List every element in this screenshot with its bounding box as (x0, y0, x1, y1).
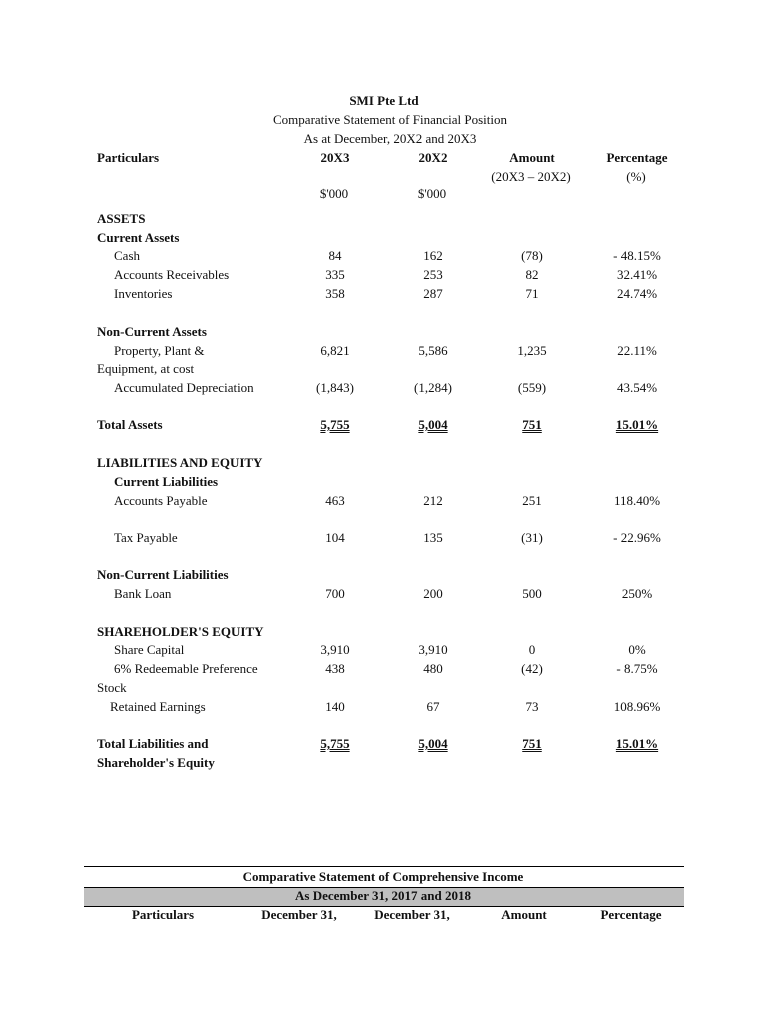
cell-20x2: 5,004 (418, 417, 448, 432)
subsection-current-assets: Current Assets (97, 230, 180, 245)
cell-20x2: 5,004 (418, 736, 448, 751)
subsection-noncurrent-liabilities: Non-Current Liabilities (97, 567, 229, 582)
cell-20x2: 162 (423, 248, 443, 263)
cell-percentage: 24.74% (616, 286, 658, 301)
cell-amount: (42) (521, 661, 543, 676)
ci-header-col1: December 31, (261, 907, 337, 922)
cell-amount: (31) (521, 530, 543, 545)
subsection-current-liabilities: Current Liabilities (114, 474, 219, 489)
cell-amount: 251 (522, 493, 542, 508)
row-label: Tax Payable (114, 530, 178, 545)
section-liabilities-equity: LIABILITIES AND EQUITY (97, 455, 263, 470)
cell-20x2: 3,910 (418, 642, 448, 657)
cell-percentage: 250% (621, 586, 653, 601)
cell-amount: 1,235 (517, 343, 547, 358)
subsection-noncurrent-assets: Non-Current Assets (97, 324, 207, 339)
header-amount-sub: (20X3 – 20X2) (491, 169, 571, 184)
cell-amount: 0 (528, 642, 536, 657)
cell-percentage: 118.40% (613, 493, 661, 508)
row-label: Property, Plant & (114, 343, 205, 358)
ci-header-particulars: Particulars (131, 907, 195, 922)
cell-percentage: 108.96% (613, 699, 661, 714)
cell-20x3: 140 (325, 699, 345, 714)
ci-header-col2: December 31, (374, 907, 450, 922)
cell-amount: (78) (521, 248, 543, 263)
cell-percentage: 15.01% (615, 417, 659, 432)
cell-20x3: 700 (325, 586, 345, 601)
row-label-continued: Equipment, at cost (97, 361, 195, 376)
cell-20x2: 287 (423, 286, 443, 301)
cell-20x2: 67 (426, 699, 440, 714)
cell-percentage: - 48.15% (613, 248, 661, 263)
cell-20x3: 358 (325, 286, 345, 301)
row-label: Inventories (114, 286, 173, 301)
row-label: Accounts Payable (114, 493, 208, 508)
company-name: SMI Pte Ltd (349, 93, 419, 108)
ci-subtitle: As December 31, 2017 and 2018 (295, 888, 471, 903)
cell-20x3: 6,821 (320, 343, 350, 358)
statement-title: Comparative Statement of Financial Position (273, 112, 507, 127)
cell-20x3: (1,843) (316, 380, 354, 395)
ci-top-rule (84, 866, 684, 867)
cell-20x2: 253 (423, 267, 443, 282)
cell-percentage: 43.54% (616, 380, 658, 395)
cell-percentage: 22.11% (617, 343, 657, 358)
cell-20x3: 104 (325, 530, 345, 545)
cell-percentage: - 8.75% (616, 661, 658, 676)
section-shareholders-equity: SHAREHOLDER'S EQUITY (97, 624, 264, 639)
cell-20x3: 3,910 (320, 642, 350, 657)
cell-20x2: 200 (423, 586, 443, 601)
row-label: Accounts Receivables (114, 267, 230, 282)
ci-header-amount: Amount (501, 907, 547, 922)
cell-percentage: 0% (628, 642, 646, 657)
cell-percentage: 15.01% (615, 736, 659, 751)
cell-20x2: (1,284) (414, 380, 452, 395)
row-label: Total Assets (97, 417, 163, 432)
cell-20x3: 438 (325, 661, 345, 676)
row-label: 6% Redeemable Preference (114, 661, 258, 676)
ci-header-percentage: Percentage (600, 907, 662, 922)
row-label: Retained Earnings (110, 699, 206, 714)
row-label: Share Capital (114, 642, 185, 657)
header-percentage: Percentage (606, 150, 668, 165)
cell-percentage: 32.41% (616, 267, 658, 282)
cell-20x3: 84 (328, 248, 342, 263)
cell-20x3: 5,755 (320, 417, 350, 432)
cell-amount: 751 (522, 417, 542, 432)
row-label: Cash (114, 248, 140, 263)
cell-amount: 751 (522, 736, 542, 751)
header-year-20x2: 20X2 (418, 150, 448, 165)
statement-subtitle: As at December, 20X2 and 20X3 (303, 131, 477, 146)
row-label: Total Liabilities and (97, 736, 209, 751)
row-label: Bank Loan (114, 586, 172, 601)
header-particulars: Particulars (97, 150, 160, 165)
cell-percentage: - 22.96% (613, 530, 661, 545)
section-assets: ASSETS (97, 211, 146, 226)
header-unit-20x2: $'000 (417, 186, 447, 201)
cell-amount: 71 (525, 286, 539, 301)
cell-20x2: 5,586 (418, 343, 448, 358)
row-label-continued: Stock (97, 680, 127, 695)
cell-20x3: 335 (325, 267, 345, 282)
row-label-continued: Shareholder's Equity (97, 755, 215, 770)
header-unit-20x3: $'000 (319, 186, 349, 201)
ci-title: Comparative Statement of Comprehensive Income (242, 869, 524, 884)
cell-20x2: 480 (423, 661, 443, 676)
cell-20x2: 212 (423, 493, 443, 508)
row-label: Accumulated Depreciation (114, 380, 254, 395)
cell-20x2: 135 (423, 530, 443, 545)
cell-amount: (559) (517, 380, 547, 395)
header-percentage-sub: (%) (626, 169, 646, 184)
header-amount: Amount (509, 150, 555, 165)
header-year-20x3: 20X3 (320, 150, 350, 165)
cell-20x3: 463 (325, 493, 345, 508)
cell-amount: 82 (525, 267, 539, 282)
cell-20x3: 5,755 (320, 736, 350, 751)
cell-amount: 73 (525, 699, 539, 714)
cell-amount: 500 (522, 586, 542, 601)
